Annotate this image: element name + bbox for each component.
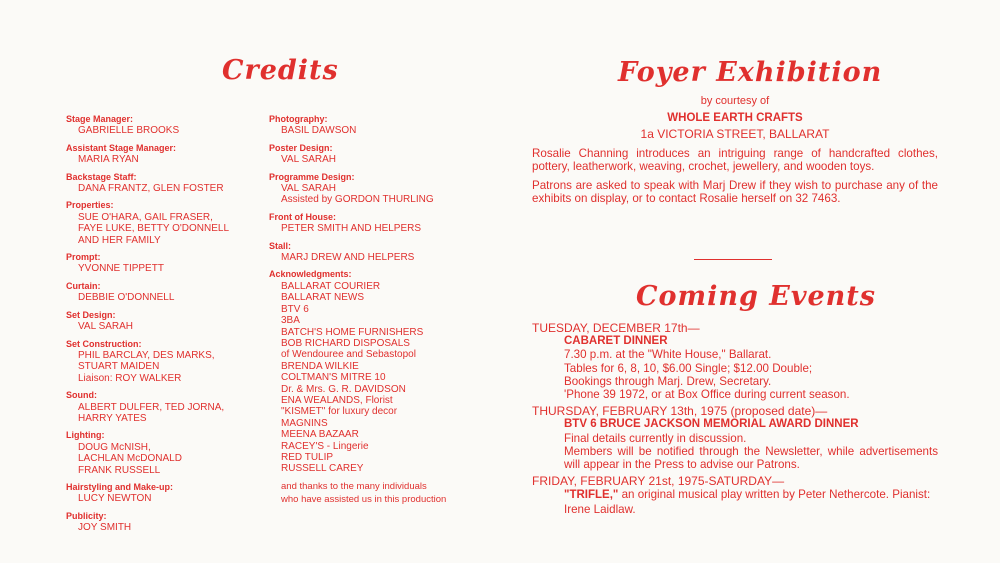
event-detail-line: Members will be notified through the Newsletter, while advertisements will appear in the Press to advise our Patrons. xyxy=(564,444,938,472)
credit-group xyxy=(66,339,256,385)
credit-group xyxy=(66,172,256,195)
credit-name: LACHLAN McDONALD xyxy=(78,453,182,465)
event-title: BTV 6 BRUCE JACKSON MEMORIAL AWARD DINNER xyxy=(564,418,859,431)
credit-name: RED TULIP xyxy=(281,451,334,463)
section-divider xyxy=(694,259,772,260)
credit-name: BTV 6 xyxy=(281,303,309,315)
credit-role: Set Design: xyxy=(66,309,116,320)
credit-name: MEENA BAZAAR xyxy=(281,429,359,441)
credit-name: FAYE LUKE, BETTY O'DONNELL xyxy=(78,223,230,235)
credit-role: Properties: xyxy=(66,200,114,211)
exhibitor-address: 1a VICTORIA STREET, BALLARAT xyxy=(640,127,830,141)
credit-name: Liaison: ROY WALKER xyxy=(78,372,182,384)
credit-name: Dr. & Mrs. G. R. DAVIDSON xyxy=(281,383,406,395)
credit-name: DANA FRANTZ, GLEN FOSTER xyxy=(78,183,224,195)
credit-name: BOB RICHARD DISPOSALS xyxy=(281,337,410,349)
credit-group xyxy=(269,269,484,474)
event-date: TUESDAY, DECEMBER 17th— xyxy=(532,321,700,335)
credit-role: Set Construction: xyxy=(66,338,142,349)
credit-name: FRANK RUSSELL xyxy=(78,464,161,476)
credit-group xyxy=(269,241,484,264)
credit-group xyxy=(66,143,256,166)
credit-group xyxy=(269,143,484,166)
credit-group xyxy=(269,114,484,137)
courtesy-line: by courtesy of xyxy=(700,95,770,107)
event-award-dinner xyxy=(532,405,938,471)
credit-name: RACEY'S - Lingerie xyxy=(281,440,369,452)
credit-name: SUE O'HARA, GAIL FRASER, xyxy=(78,211,213,223)
credit-role: Hairstyling and Make-up: xyxy=(66,481,174,492)
credit-name: HARRY YATES xyxy=(78,412,147,424)
credit-role: Stall: xyxy=(269,240,292,251)
credit-name: VAL SARAH xyxy=(78,321,134,333)
event-date: FRIDAY, FEBRUARY 21st, 1975-SATURDAY— xyxy=(532,474,785,489)
credit-name: RUSSELL CAREY xyxy=(281,463,364,475)
credit-name: JOY SMITH xyxy=(78,522,132,534)
credit-name: BALLARAT NEWS xyxy=(281,292,364,304)
event-title: CABARET DINNER xyxy=(564,335,668,348)
credit-name: MARJ DREW AND HELPERS xyxy=(281,252,415,264)
event-detail-line: 'Phone 39 1972, or at Box Office during current season. xyxy=(564,388,850,402)
credit-name: COLTMAN'S MITRE 10 xyxy=(281,372,386,384)
thanks-line: and thanks to the many individuals xyxy=(281,480,427,492)
credit-name: VAL SARAH xyxy=(281,154,337,166)
event-title: "TRIFLE," xyxy=(564,489,619,502)
event-trifle xyxy=(532,475,938,516)
credit-role: Sound: xyxy=(66,390,97,401)
credit-role: Publicity: xyxy=(66,510,107,521)
credit-group xyxy=(66,310,256,333)
credit-group xyxy=(66,114,256,137)
credit-role: Curtain: xyxy=(66,280,101,291)
credit-name: YVONNE TIPPETT xyxy=(78,263,164,275)
exhibition-description: Rosalie Channing introduces an intriguing range of handcrafted clothes, pottery, leatherwork, weaving, crochet, jewellery, and wooden toys. xyxy=(532,146,938,173)
event-detail-line: 7.30 p.m. at the "White House," Ballarat. xyxy=(564,348,772,362)
credit-role: Stage Manager: xyxy=(66,114,134,124)
event-description: an original musical play written by Peter Nethercote. Pianist: Irene Laidlaw. xyxy=(564,488,931,516)
credit-name: LUCY NEWTON xyxy=(78,493,152,505)
credit-name: PHIL BARCLAY, DES MARKS, xyxy=(78,349,215,361)
credit-role: Photography: xyxy=(269,114,328,124)
coming-events-section xyxy=(532,322,938,520)
credit-name: MAGNINS xyxy=(281,417,328,429)
credit-group xyxy=(269,172,484,206)
event-detail-line: Tables for 6, 8, 10, $6.00 Single; $12.00 Double; xyxy=(564,361,813,375)
credit-group xyxy=(66,511,256,534)
credit-name: BATCH'S HOME FURNISHERS xyxy=(281,326,424,338)
credit-name: Assisted by GORDON THURLING xyxy=(281,194,434,206)
credit-group xyxy=(66,430,256,476)
credit-name: VAL SARAH xyxy=(281,183,337,195)
credit-role: Poster Design: xyxy=(269,142,333,153)
credit-name: BASIL DAWSON xyxy=(281,125,357,137)
credit-name: MARIA RYAN xyxy=(78,154,139,166)
credit-role: Backstage Staff: xyxy=(66,171,137,182)
credit-name: STUART MAIDEN xyxy=(78,361,160,373)
credit-name: BRENDA WILKIE xyxy=(281,360,359,372)
credit-name: DEBBIE O'DONNELL xyxy=(78,292,175,304)
credit-role: Front of House: xyxy=(269,211,336,222)
credit-role: Acknowledgments: xyxy=(269,269,352,280)
event-cabaret xyxy=(532,322,938,401)
exhibition-purchase-note: Patrons are asked to speak with Marj Drew if they wish to purchase any of the exhibits on display, or to contact Rosalie herself on 32 7463. xyxy=(532,178,938,205)
event-date: THURSDAY, FEBRUARY 13th, 1975 (proposed date)— xyxy=(532,404,828,419)
credit-name: of Wendouree and Sebastopol xyxy=(281,349,416,361)
foyer-exhibition-heading: Foyer Exhibition xyxy=(618,57,883,88)
credit-name: AND HER FAMILY xyxy=(78,234,161,246)
credits-right-column xyxy=(269,114,484,506)
credit-name: GABRIELLE BROOKS xyxy=(78,125,180,137)
credits-left-column xyxy=(66,114,256,540)
coming-events-heading: Coming Events xyxy=(636,281,876,312)
credit-group xyxy=(66,281,256,304)
thanks-line: who have assisted us in this production xyxy=(281,494,447,506)
credit-role: Programme Design: xyxy=(269,171,355,182)
credit-name: 3BA xyxy=(281,315,300,327)
exhibitor-name: WHOLE EARTH CRAFTS xyxy=(667,111,803,124)
credit-name: PETER SMITH AND HELPERS xyxy=(281,223,422,235)
credit-name: DOUG McNISH, xyxy=(78,441,151,453)
credit-group xyxy=(66,200,256,246)
credit-name: ALBERT DULFER, TED JORNA, xyxy=(78,401,225,413)
credit-group xyxy=(66,252,256,275)
credit-group xyxy=(66,390,256,424)
credit-role: Prompt: xyxy=(66,252,101,263)
credit-role: Lighting: xyxy=(66,430,105,441)
credit-name: ENA WEALANDS, Florist xyxy=(281,394,393,406)
credit-role: Assistant Stage Manager: xyxy=(66,142,177,153)
credit-group xyxy=(269,212,484,235)
event-detail-line: Final details currently in discussion. xyxy=(564,431,747,445)
credit-name: BALLARAT COURIER xyxy=(281,280,381,292)
credits-heading: Credits xyxy=(222,55,339,86)
credit-group xyxy=(66,482,256,505)
event-detail-line: Bookings through Marj. Drew, Secretary. xyxy=(564,374,772,388)
credit-name: "KISMET" for luxury decor xyxy=(281,406,398,418)
foyer-exhibition-section xyxy=(532,95,938,211)
